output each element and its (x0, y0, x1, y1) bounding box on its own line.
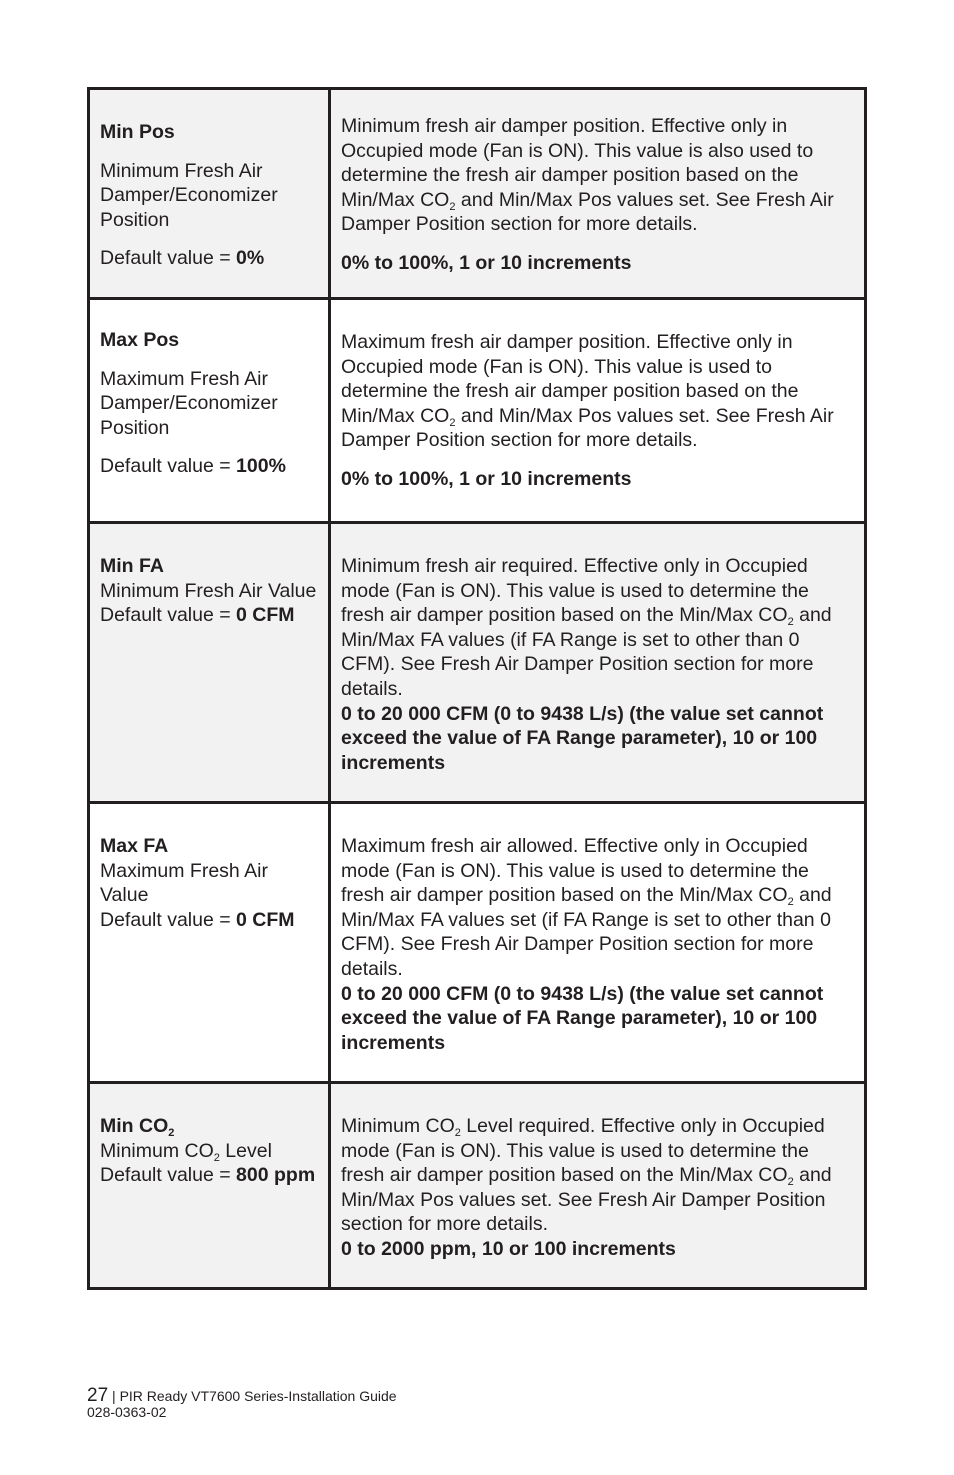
parameter-detail: Maximum fresh air allowed. Effective only in Occupied mode (Fan is ON). This value is used to determine the fresh air damper position based on the Min/Max $CO_2$ and Min/Max FA values set (if FA Range is set to other than 0 CFM). See Fresh Air Damper Position section for more details. (341, 835, 832, 980)
default-value: 800 ppm (236, 1164, 316, 1187)
document-number: 028-0363-02 (87, 1404, 167, 1420)
detail-cell (330, 299, 866, 523)
default-value: 0% (236, 247, 265, 270)
detail-cell (330, 523, 866, 803)
parameter-detail: Maximum fresh air damper position. Effective only in Occupied mode (Fan is ON). This value is used to determine the fresh air damper position based on the Min/Max $CO_2$ and Min/Max Pos values set. See Fresh Air Damper Position section for more details. (341, 331, 834, 452)
page-footer (87, 1385, 397, 1420)
parameter-cell (89, 89, 330, 299)
footer-separator: | (108, 1388, 120, 1404)
table-row (89, 1083, 866, 1289)
parameter-table (87, 87, 867, 1290)
guide-title: PIR Ready VT7600 Series-Installation Guide (119, 1388, 397, 1404)
table-row (89, 299, 866, 523)
parameter-name: Max Pos (100, 329, 180, 351)
table-row (89, 803, 866, 1083)
parameter-detail: Minimum $CO_2$ Level required. Effective only in Occupied mode (Fan is ON). This value is used to determine the fresh air damper position based on the Min/Max $CO_2$ and Min/Max Pos values set. See Fresh Air Damper Position section for more details. (341, 1115, 832, 1236)
parameter-name: Min FA (100, 555, 164, 577)
parameter-cell (89, 803, 330, 1083)
parameter-default: Default value = 0 CFM (100, 604, 295, 627)
parameter-cell (89, 1083, 330, 1289)
parameter-description: Maximum Fresh Air Value (100, 859, 268, 907)
parameter-name: Max FA (100, 835, 169, 857)
footer-title-line (87, 1385, 397, 1406)
detail-cell (330, 803, 866, 1083)
parameter-name: Min Pos (100, 121, 175, 143)
default-value: 0 CFM (236, 908, 295, 931)
parameter-detail: Minimum fresh air required. Effective only in Occupied mode (Fan is ON). This value is used to determine the fresh air damper position based on the Min/Max $CO_2$ and Min/Max FA values (if FA Range is set to other than 0 CFM). See Fresh Air Damper Position section for more details. (341, 555, 832, 700)
default-value: 100% (236, 455, 286, 478)
default-value: 0 CFM (236, 604, 295, 627)
parameter-range: 0% to 100%, 1 or 10 increments (341, 467, 632, 490)
parameter-range: 0 to 20 000 CFM (0 to 9438 L/s) (the value set cannot exceed the value of FA Range parameter), 10 or 100 increments (341, 702, 824, 774)
page-number: 27 (87, 1385, 109, 1406)
parameter-description: Minimum Fresh Air Value (100, 579, 317, 602)
detail-cell (330, 1083, 866, 1289)
parameter-description: Minimum Fresh Air Damper/Economizer Position (100, 159, 278, 231)
detail-cell (330, 89, 866, 299)
parameter-cell (89, 523, 330, 803)
parameter-default: Default value = 100% (100, 455, 286, 478)
parameter-detail: Minimum fresh air damper position. Effective only in Occupied mode (Fan is ON). This value is also used to determine the fresh air damper position based on the Min/Max $CO_2$ and Min/Max Pos values set. See Fresh Air Damper Position section for more details. (341, 115, 834, 236)
parameter-description: Maximum Fresh Air Damper/Economizer Position (100, 367, 278, 439)
parameter-default: Default value = 0 CFM (100, 908, 295, 931)
table-row (89, 523, 866, 803)
parameter-name: Min $CO_2$ (100, 1115, 175, 1139)
parameter-description: Minimum $CO_2$ Level (100, 1139, 272, 1164)
parameter-default: Default value = 800 ppm (100, 1164, 316, 1187)
parameter-range: 0% to 100%, 1 or 10 increments (341, 251, 632, 274)
parameter-cell (89, 299, 330, 523)
parameter-default: Default value = 0% (100, 247, 265, 270)
parameter-range: 0 to 2000 ppm, 10 or 100 increments (341, 1237, 676, 1260)
parameter-range: 0 to 20 000 CFM (0 to 9438 L/s) (the value set cannot exceed the value of FA Range parameter), 10 or 100 increments (341, 982, 824, 1054)
table-row (89, 89, 866, 299)
